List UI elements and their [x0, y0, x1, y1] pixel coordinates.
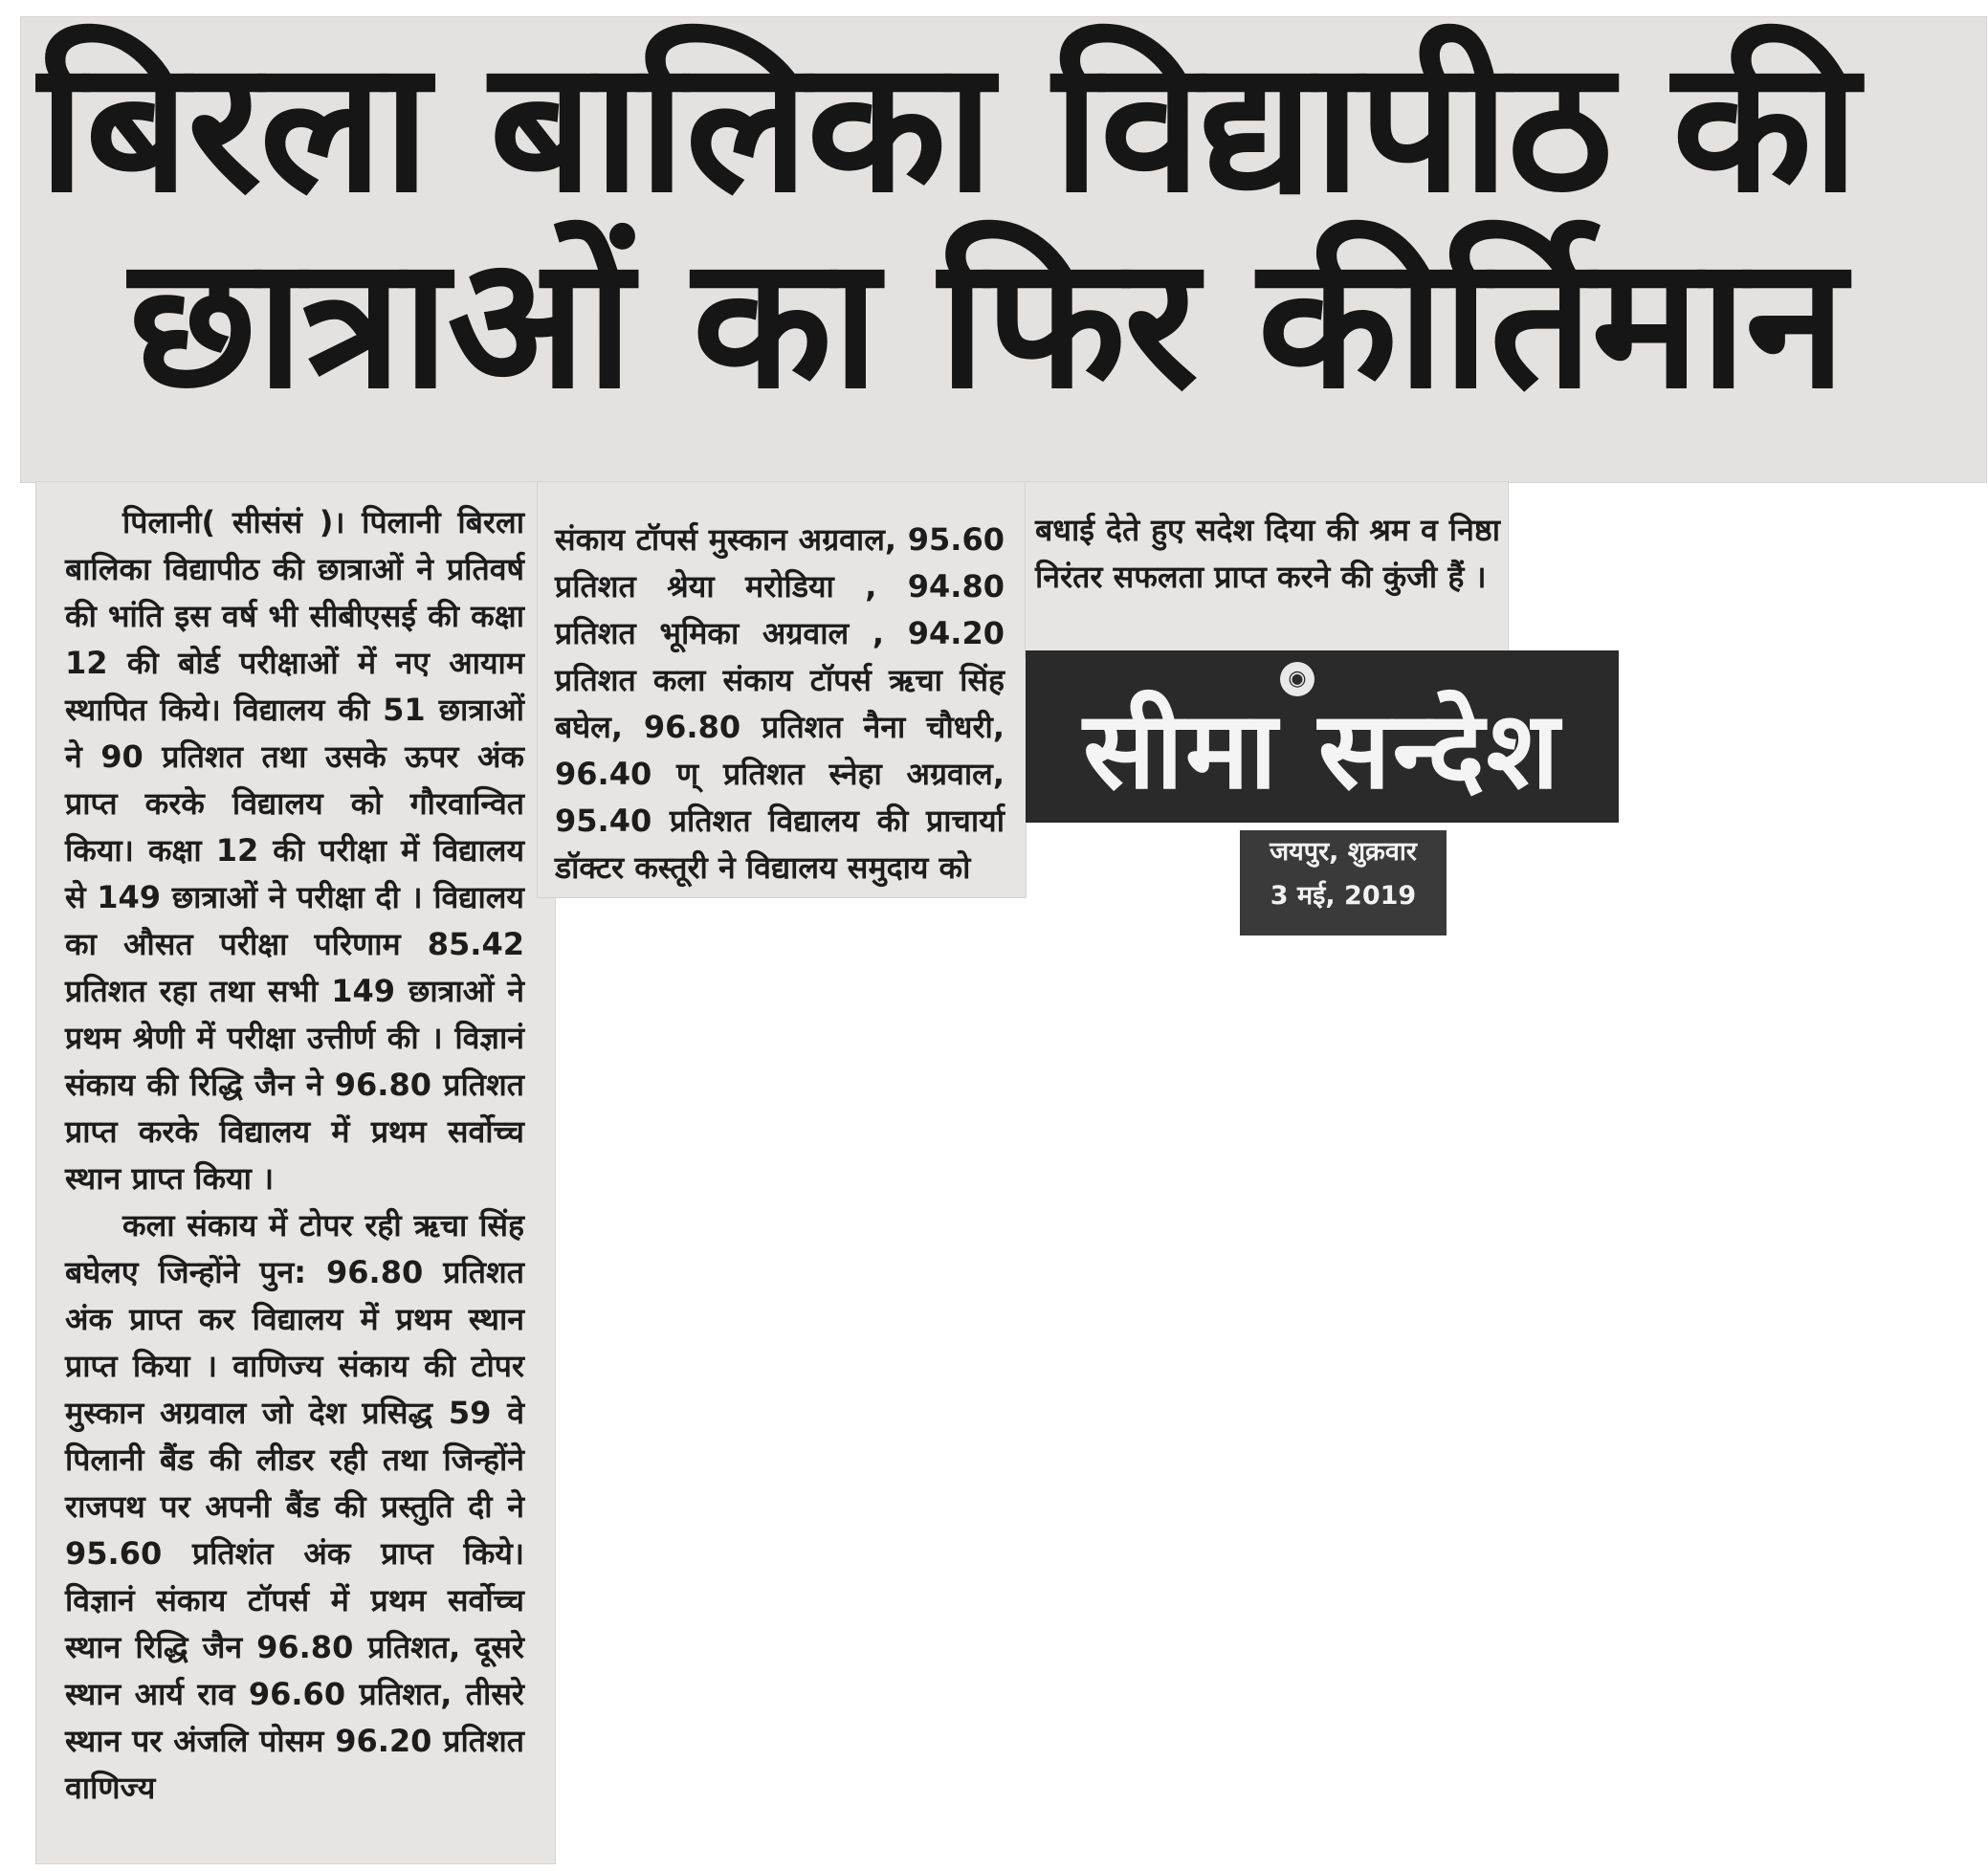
column-3-paragraph: बधाई देते हुए सदेश दिया की श्रम व निष्ठा निरंतर सफलता प्राप्त करने की कुंजी हैं ।: [1035, 512, 1500, 595]
column-1-paragraph-1: पिलानी( सीसंसं )। पिलानी बिरला बालिका विद्यापीठ की छात्राओं ने प्रतिवर्ष की भांति इस वर्ष भी सीबीएसई की कक्षा 12 की बोर्ड परीक्षाओं में नए आयाम स्थापित किये। विद्यालय की 51 छात्राओं ने 90 प्रतिशत तथा उसके ऊपर अंक प्राप्त करके विद्यालय को गौरवान्वित किया। कक्षा 12 की परीक्षा में विद्यालय से 149 छात्राओं ने परीक्षा दी । विद्यालय का औसत परीक्षा परिणाम 85.42 प्रतिशत रहा तथा सभी 149 छात्राओं ने प्रथम श्रेणी में परीक्षा उत्तीर्ण की । विज्ञानं संकाय की रिद्धि जैन ने 96.80 प्रतिशत प्राप्त करके विद्यालय में प्रथम सर्वोच्च स्थान प्राप्त किया ।: [65, 504, 524, 1197]
column-2-paragraph: संकाय टॉपर्स मुस्कान अग्रवाल, 95.60 प्रतिशत श्रेया मरोडिया , 94.80 प्रतिशत भूमिका अग्रवाल , 94.20 प्रतिशत कला संकाय टॉपर्स ऋचा सिंह बघेल, 96.80 प्रतिशत नैना चौधरी, 96.40 ण् प्रतिशत स्नेहा अग्रवाल, 95.40 प्रतिशत विद्यालय की प्राचार्या डॉक्टर कस्तूरी ने विद्यालय समुदाय को: [555, 521, 1005, 886]
dateline-date: 3 मई, 2019: [1270, 881, 1417, 911]
column-1-paragraph-2: कला संकाय में टोपर रही ऋचा सिंह बघेलए जिन्होंने पुन: 96.80 प्रतिशत अंक प्राप्त कर विद्यालय में प्रथम स्थान प्राप्त किया । वाणिज्य संकाय की टोपर मुस्कान अग्रवाल जो देश प्रसिद्ध 59 वे पिलानी बैंड की लीडर रही तथा जिन्होंने राजपथ पर अपनी बैंड की प्रस्तुति दी ने 95.60 प्रतिशंत अंक प्राप्त किये। विज्ञानं संकाय टॉपर्स में प्रथम सर्वोच्च स्थान रिद्धि जैन 96.80 प्रतिशत, दूसरे स्थान आर्य राव 96.60 प्रतिशत, तीसरे स्थान पर अंजलि पोसम 96.20 प्रतिशत वाणिज्य: [65, 1207, 524, 1806]
article-column-2: [555, 517, 1005, 891]
dateline-box: [1240, 830, 1447, 936]
article-column-1: [65, 499, 524, 1812]
newspaper-masthead: [1026, 650, 1619, 823]
masthead-title: सीमा सन्देश: [1083, 689, 1561, 813]
headline-line-2: छात्राओं का फिर कीर्तिमान: [129, 217, 1844, 429]
dateline-city-day: जयपुर, शुक्रवार: [1270, 837, 1417, 867]
emblem-icon: ◉: [1280, 662, 1314, 696]
headline-line-1: बिरला बालिका विद्यापीठ की: [38, 21, 1858, 232]
article-headline: [38, 21, 1942, 429]
article-column-3: [1035, 507, 1500, 601]
